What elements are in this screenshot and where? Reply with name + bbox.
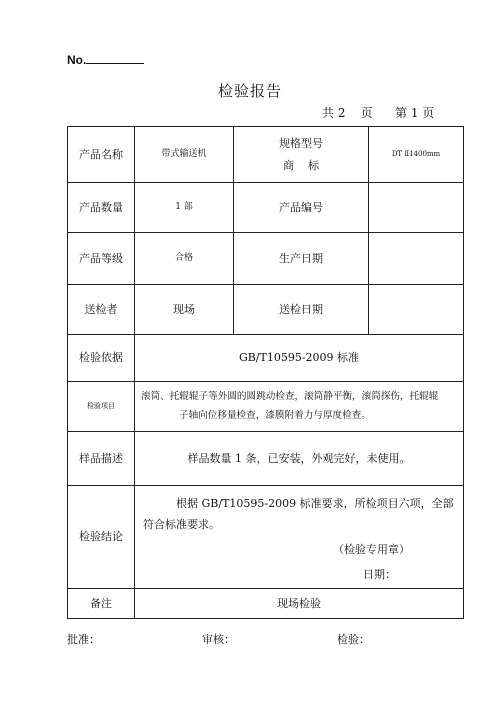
items-line-1: 滚筒、托辊辊子等外圆的圆跳动检查，滚筒静平衡，滚筒探伤，托辊辊 <box>141 391 439 403</box>
spec-value: DT Ⅱ1400mm <box>369 127 464 183</box>
grade-label: 产品等级 <box>68 233 135 285</box>
row-quantity <box>68 183 464 233</box>
submit-date-label: 送检日期 <box>234 285 369 335</box>
grade-value: 合格 <box>135 233 234 285</box>
row-product-name <box>68 127 464 183</box>
row-remark <box>68 589 464 619</box>
submitter-value: 现场 <box>135 285 234 335</box>
document-number-label: No. <box>67 53 87 67</box>
conclusion-text: 根据 GB/T10595-2009 标准要求，所检项目六项，全部符合标准要求。 <box>143 497 454 531</box>
submitter-label: 送检者 <box>68 285 135 335</box>
report-table <box>67 126 464 619</box>
serial-value <box>369 183 464 233</box>
document-number <box>67 52 144 67</box>
basis-label: 检验依据 <box>68 335 135 382</box>
quantity-label: 产品数量 <box>68 183 135 233</box>
conclusion-value <box>135 486 464 589</box>
description-label: 样品描述 <box>68 432 135 486</box>
brand-label: 商 标 <box>283 158 319 172</box>
row-items <box>68 382 464 432</box>
items-line-2: 子轴向位移量检查，漆膜附着力与厚度检查。 <box>179 409 371 421</box>
conclusion-date: 日期： <box>363 567 396 581</box>
remark-label: 备注 <box>68 589 135 619</box>
quantity-value: 1 部 <box>135 183 234 233</box>
spec-label: 规格型号 <box>279 136 323 150</box>
production-date-value <box>369 233 464 285</box>
conclusion-label: 检验结论 <box>68 486 135 589</box>
items-value <box>135 382 464 432</box>
document-number-blank <box>86 52 144 64</box>
description-value: 样品数量 1 条，已安装，外观完好，未使用。 <box>135 432 464 486</box>
production-date-label: 生产日期 <box>234 233 369 285</box>
row-submitter <box>68 285 464 335</box>
product-name-label: 产品名称 <box>68 127 135 183</box>
items-label: 检验项目 <box>68 382 135 432</box>
row-basis <box>68 335 464 382</box>
inspection-stamp-text: （检验专用章） <box>333 542 410 556</box>
submit-date-value <box>369 285 464 335</box>
page-total: 共 2 页 <box>322 106 373 120</box>
product-name-value: 带式输送机 <box>135 127 234 183</box>
basis-value: GB/T10595-2009 标准 <box>135 335 464 382</box>
serial-label: 产品编号 <box>234 183 369 233</box>
page-current: 第 1 页 <box>395 106 435 120</box>
approve-label: 批准： <box>67 633 100 646</box>
remark-value: 现场检验 <box>135 589 464 619</box>
spec-brand-labels <box>234 127 369 183</box>
row-conclusion <box>68 486 464 589</box>
row-grade <box>68 233 464 285</box>
page-title: 检验报告 <box>217 82 282 100</box>
inspect-label: 检验： <box>337 633 370 646</box>
review-label: 审核： <box>202 633 235 646</box>
row-description <box>68 432 464 486</box>
